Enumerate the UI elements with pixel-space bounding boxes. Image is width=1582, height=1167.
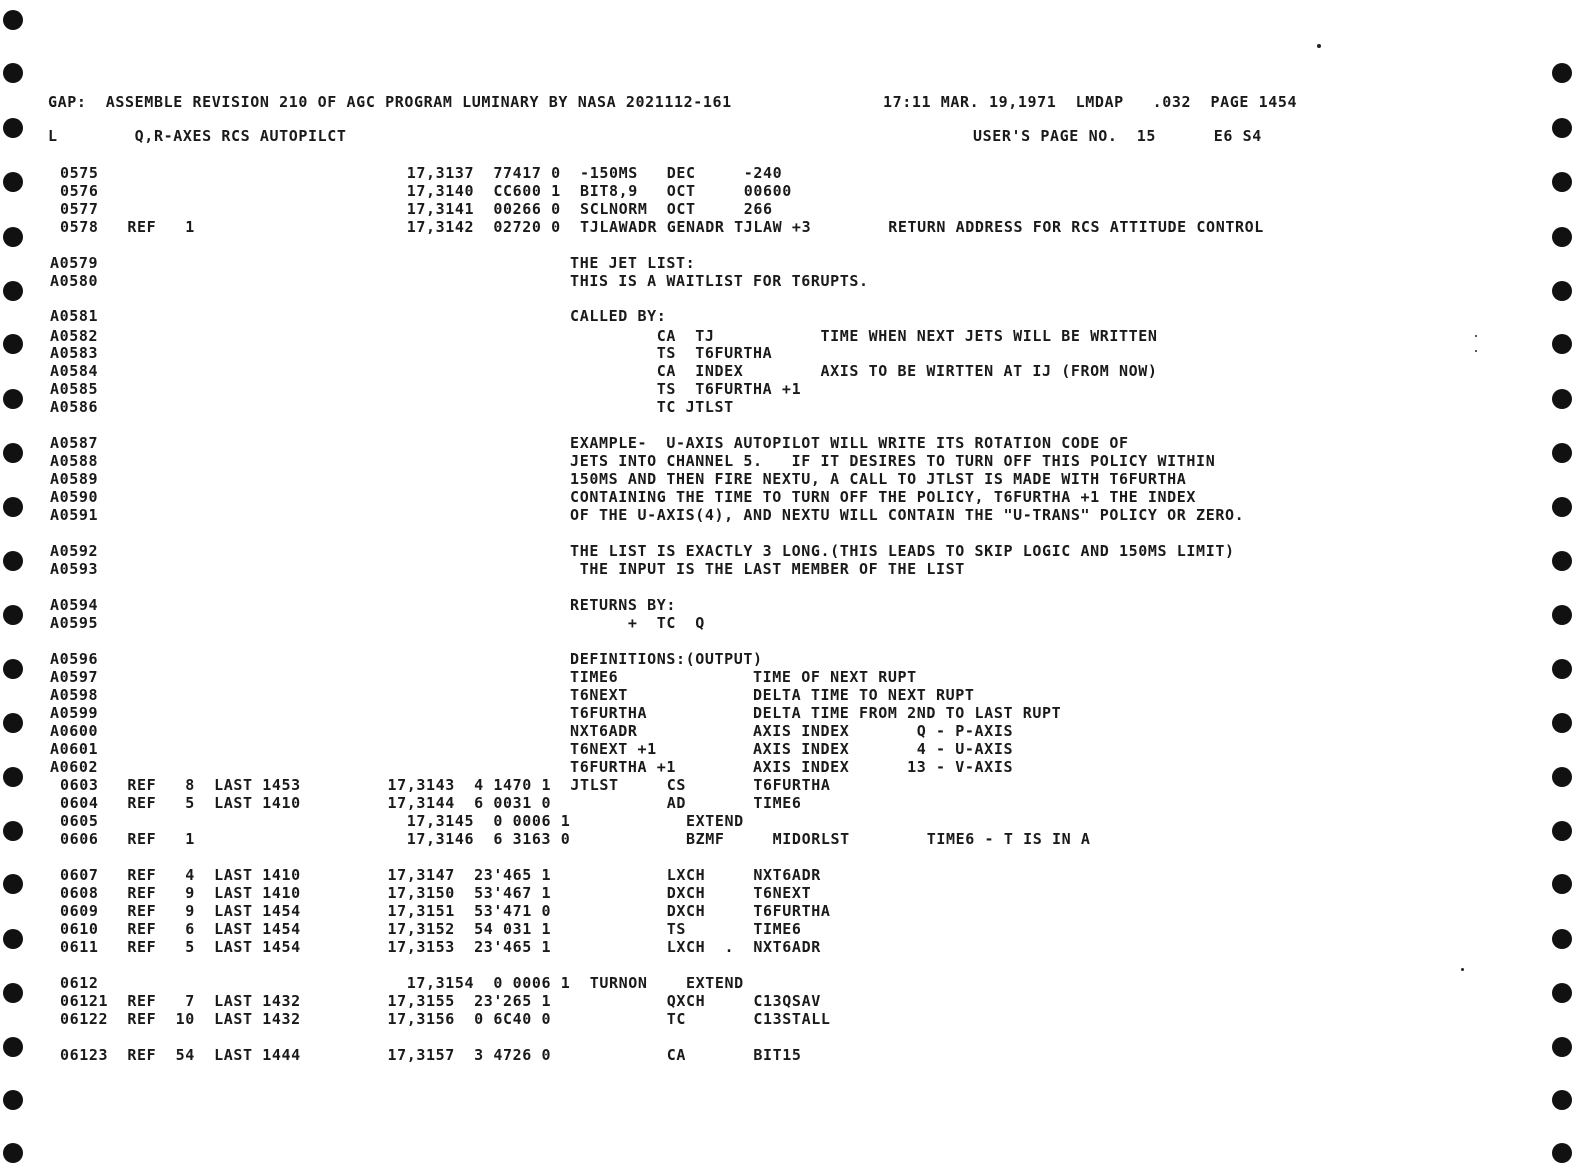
listing-line: A0597 TIME6 TIME OF NEXT RUPT (50, 668, 917, 686)
sprocket-hole-icon (3, 1143, 23, 1163)
listing-line: A0593 THE INPUT IS THE LAST MEMBER OF THE LIST (50, 560, 965, 578)
listing-line: 0604 REF 5 LAST 1410 17,3144 6 0031 0 AD TIME6 (60, 794, 802, 812)
listing-line: 0603 REF 8 LAST 1453 17,3143 4 1470 1 JTLST CS T6FURTHA (60, 776, 831, 794)
sprocket-hole-icon (3, 63, 23, 83)
sprocket-hole-icon (3, 713, 23, 733)
sprocket-hole-icon (1552, 389, 1572, 409)
sprocket-hole-icon (3, 281, 23, 301)
sprocket-hole-icon (3, 605, 23, 625)
listing-line: 0575 17,3137 77417 0 -150MS DEC -240 (60, 164, 783, 182)
listing-line: A0580 THIS IS A WAITLIST FOR T6RUPTS. (50, 272, 869, 290)
sprocket-hole-icon (3, 821, 23, 841)
listing-line: A0584 CA INDEX AXIS TO BE WIRTTEN AT IJ (FROM NOW) (50, 362, 1158, 380)
listing-line: 0610 REF 6 LAST 1454 17,3152 54 031 1 TS TIME6 (60, 920, 802, 938)
header-line-2: L Q,R-AXES RCS AUTOPILCT (48, 127, 347, 145)
sprocket-hole-icon (1552, 334, 1572, 354)
sprocket-hole-icon (3, 767, 23, 787)
listing-line: 06121 REF 7 LAST 1432 17,3155 23'265 1 QXCH C13QSAV (60, 992, 821, 1010)
sprocket-hole-icon (1552, 767, 1572, 787)
sprocket-hole-icon (1552, 443, 1572, 463)
listing-line: A0592 THE LIST IS EXACTLY 3 LONG.(THIS LEADS TO SKIP LOGIC AND 150MS LIMIT) (50, 542, 1235, 560)
sprocket-hole-icon (1552, 983, 1572, 1003)
sprocket-hole-icon (3, 929, 23, 949)
speck-icon (1475, 350, 1477, 352)
speck-icon (1461, 968, 1464, 971)
listing-line: A0583 TS T6FURTHA (50, 344, 773, 362)
header-date-page: 17:11 MAR. 19,1971 LMDAP .032 PAGE 1454 (883, 93, 1298, 111)
sprocket-hole-icon (1552, 1037, 1572, 1057)
sprocket-hole-icon (3, 659, 23, 679)
speck-icon (1475, 335, 1477, 337)
sprocket-hole-icon (3, 874, 23, 894)
listing-line: A0600 NXT6ADR AXIS INDEX Q - P-AXIS (50, 722, 1014, 740)
listing-line: A0585 TS T6FURTHA +1 (50, 380, 802, 398)
sprocket-hole-icon (1552, 63, 1572, 83)
sprocket-hole-icon (1552, 118, 1572, 138)
listing-line: A0599 T6FURTHA DELTA TIME FROM 2ND TO LAST RUPT (50, 704, 1062, 722)
sprocket-hole-icon (3, 10, 23, 30)
sprocket-hole-icon (3, 551, 23, 571)
listing-line: A0598 T6NEXT DELTA TIME TO NEXT RUPT (50, 686, 975, 704)
sprocket-hole-icon (1552, 1090, 1572, 1110)
header-user-page: USER'S PAGE NO. 15 E6 S4 (973, 127, 1262, 145)
listing-line: 06122 REF 10 LAST 1432 17,3156 0 6C40 0 TC C13STALL (60, 1010, 831, 1028)
listing-line: A0590 CONTAINING THE TIME TO TURN OFF THE POLICY, T6FURTHA +1 THE INDEX (50, 488, 1197, 506)
listing-line: 0605 17,3145 0 0006 1 EXTEND (60, 812, 744, 830)
listing-line: A0591 OF THE U-AXIS(4), AND NEXTU WILL CONTAIN THE "U-TRANS" POLICY OR ZERO. (50, 506, 1245, 524)
sprocket-hole-icon (3, 172, 23, 192)
listing-line: A0579 THE JET LIST: (50, 254, 696, 272)
sprocket-hole-icon (3, 389, 23, 409)
listing-line: A0596 DEFINITIONS:(OUTPUT) (50, 650, 763, 668)
listing-line: 0608 REF 9 LAST 1410 17,3150 53'467 1 DXCH T6NEXT (60, 884, 812, 902)
sprocket-hole-icon (1552, 172, 1572, 192)
sprocket-hole-icon (1552, 551, 1572, 571)
listing-line: A0587 EXAMPLE- U-AXIS AUTOPILOT WILL WRITE ITS ROTATION CODE OF (50, 434, 1129, 452)
listing-line: A0588 JETS INTO CHANNEL 5. IF IT DESIRES TO TURN OFF THIS POLICY WITHIN (50, 452, 1216, 470)
sprocket-hole-icon (3, 983, 23, 1003)
listing-line: 0609 REF 9 LAST 1454 17,3151 53'471 0 DXCH T6FURTHA (60, 902, 831, 920)
sprocket-hole-icon (3, 497, 23, 517)
sprocket-hole-icon (3, 334, 23, 354)
listing-line: 0576 17,3140 CC600 1 BIT8,9 OCT 00600 (60, 182, 792, 200)
listing-line: 0607 REF 4 LAST 1410 17,3147 23'465 1 LXCH NXT6ADR (60, 866, 821, 884)
listing-line: 0612 17,3154 0 0006 1 TURNON EXTEND (60, 974, 744, 992)
listing-line: A0601 T6NEXT +1 AXIS INDEX 4 - U-AXIS (50, 740, 1014, 758)
sprocket-hole-icon (1552, 874, 1572, 894)
listing-line: 0578 REF 1 17,3142 02720 0 TJLAWADR GENADR TJLAW +3 RETURN ADDRESS FOR RCS ATTITUDE CONTROL (60, 218, 1264, 236)
listing-line: A0594 RETURNS BY: (50, 596, 676, 614)
listing-line: 0577 17,3141 00266 0 SCLNORM OCT 266 (60, 200, 773, 218)
sprocket-hole-icon (1552, 929, 1572, 949)
sprocket-hole-icon (1552, 605, 1572, 625)
sprocket-hole-icon (3, 118, 23, 138)
sprocket-hole-icon (1552, 281, 1572, 301)
sprocket-hole-icon (1552, 659, 1572, 679)
sprocket-hole-icon (1552, 713, 1572, 733)
listing-line: 06123 REF 54 LAST 1444 17,3157 3 4726 0 CA BIT15 (60, 1046, 802, 1064)
listing-line: 0606 REF 1 17,3146 6 3163 0 BZMF MIDORLST TIME6 - T IS IN A (60, 830, 1091, 848)
listing-line: A0602 T6FURTHA +1 AXIS INDEX 13 - V-AXIS (50, 758, 1014, 776)
header-line-1: GAP: ASSEMBLE REVISION 210 OF AGC PROGRAM LUMINARY BY NASA 2021112-161 (48, 93, 732, 111)
listing-line: A0595 + TC Q (50, 614, 705, 632)
sprocket-hole-icon (3, 227, 23, 247)
listing-line: 0611 REF 5 LAST 1454 17,3153 23'465 1 LXCH . NXT6ADR (60, 938, 821, 956)
listing-line: A0582 CA TJ TIME WHEN NEXT JETS WILL BE WRITTEN (50, 327, 1158, 345)
listing-line: A0581 CALLED BY: (50, 307, 667, 325)
speck-icon (1317, 44, 1321, 48)
sprocket-hole-icon (3, 1037, 23, 1057)
sprocket-hole-icon (3, 1090, 23, 1110)
sprocket-hole-icon (1552, 821, 1572, 841)
listing-line: A0589 150MS AND THEN FIRE NEXTU, A CALL TO JTLST IS MADE WITH T6FURTHA (50, 470, 1187, 488)
sprocket-hole-icon (1552, 497, 1572, 517)
sprocket-hole-icon (1552, 227, 1572, 247)
sprocket-hole-icon (3, 443, 23, 463)
listing-line: A0586 TC JTLST (50, 398, 734, 416)
sprocket-hole-icon (1552, 1143, 1572, 1163)
